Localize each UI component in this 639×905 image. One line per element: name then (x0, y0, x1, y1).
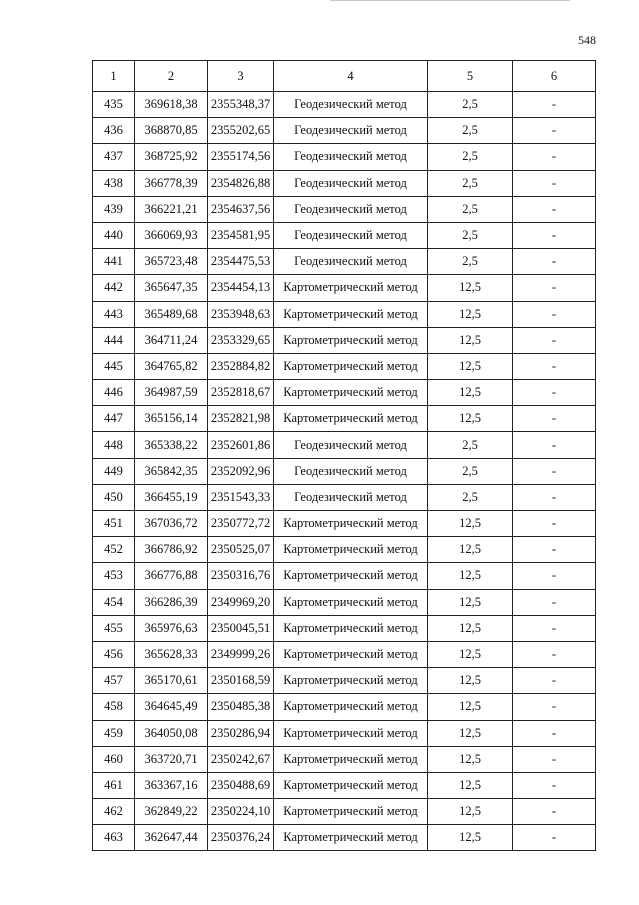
point-number-cell: 451 (93, 511, 135, 537)
x-coordinate-cell: 364987,59 (135, 380, 208, 406)
note-cell: - (513, 118, 596, 144)
point-number-cell: 455 (93, 615, 135, 641)
table-row (93, 406, 596, 432)
note-cell: - (513, 772, 596, 798)
method-cell: Картометрический метод (274, 563, 428, 589)
point-number-cell: 454 (93, 589, 135, 615)
accuracy-cell: 12,5 (428, 746, 513, 772)
method-cell: Картометрический метод (274, 799, 428, 825)
accuracy-cell: 12,5 (428, 641, 513, 667)
table-row (93, 275, 596, 301)
note-cell: - (513, 406, 596, 432)
point-number-cell: 463 (93, 825, 135, 851)
method-cell: Картометрический метод (274, 694, 428, 720)
method-cell: Геодезический метод (274, 92, 428, 118)
note-cell: - (513, 563, 596, 589)
point-number-cell: 450 (93, 484, 135, 510)
note-cell: - (513, 825, 596, 851)
note-cell: - (513, 432, 596, 458)
point-number-cell: 439 (93, 196, 135, 222)
accuracy-cell: 12,5 (428, 406, 513, 432)
x-coordinate-cell: 366786,92 (135, 537, 208, 563)
accuracy-cell: 12,5 (428, 327, 513, 353)
table-row (93, 511, 596, 537)
method-cell: Картометрический метод (274, 772, 428, 798)
y-coordinate-cell: 2354826,88 (208, 170, 274, 196)
point-number-cell: 462 (93, 799, 135, 825)
accuracy-cell: 12,5 (428, 668, 513, 694)
x-coordinate-cell: 362647,44 (135, 825, 208, 851)
note-cell: - (513, 799, 596, 825)
y-coordinate-cell: 2350045,51 (208, 615, 274, 641)
table-row (93, 720, 596, 746)
y-coordinate-cell: 2351543,33 (208, 484, 274, 510)
method-cell: Картометрический метод (274, 327, 428, 353)
note-cell: - (513, 353, 596, 379)
point-number-cell: 452 (93, 537, 135, 563)
note-cell: - (513, 720, 596, 746)
x-coordinate-cell: 364645,49 (135, 694, 208, 720)
accuracy-cell: 12,5 (428, 720, 513, 746)
note-cell: - (513, 275, 596, 301)
point-number-cell: 442 (93, 275, 135, 301)
method-cell: Геодезический метод (274, 458, 428, 484)
x-coordinate-cell: 363367,16 (135, 772, 208, 798)
x-coordinate-cell: 366778,39 (135, 170, 208, 196)
note-cell: - (513, 222, 596, 248)
y-coordinate-cell: 2352818,67 (208, 380, 274, 406)
method-cell: Геодезический метод (274, 144, 428, 170)
table-row (93, 432, 596, 458)
method-cell: Геодезический метод (274, 432, 428, 458)
point-number-cell: 440 (93, 222, 135, 248)
y-coordinate-cell: 2354475,53 (208, 249, 274, 275)
x-coordinate-cell: 365156,14 (135, 406, 208, 432)
x-coordinate-cell: 369618,38 (135, 92, 208, 118)
point-number-cell: 461 (93, 772, 135, 798)
method-cell: Геодезический метод (274, 484, 428, 510)
method-cell: Геодезический метод (274, 118, 428, 144)
method-cell: Картометрический метод (274, 720, 428, 746)
y-coordinate-cell: 2350376,24 (208, 825, 274, 851)
y-coordinate-cell: 2350224,10 (208, 799, 274, 825)
accuracy-cell: 12,5 (428, 380, 513, 406)
accuracy-cell: 12,5 (428, 511, 513, 537)
x-coordinate-cell: 365976,63 (135, 615, 208, 641)
note-cell: - (513, 170, 596, 196)
method-cell: Картометрический метод (274, 511, 428, 537)
note-cell: - (513, 144, 596, 170)
table-row (93, 353, 596, 379)
note-cell: - (513, 668, 596, 694)
y-coordinate-cell: 2349999,26 (208, 641, 274, 667)
accuracy-cell: 2,5 (428, 249, 513, 275)
table-header-row (93, 61, 596, 92)
point-number-cell: 445 (93, 353, 135, 379)
x-coordinate-cell: 365170,61 (135, 668, 208, 694)
table-row (93, 144, 596, 170)
table-row (93, 196, 596, 222)
table-row (93, 563, 596, 589)
y-coordinate-cell: 2353948,63 (208, 301, 274, 327)
accuracy-cell: 2,5 (428, 484, 513, 510)
table-row (93, 301, 596, 327)
x-coordinate-cell: 365842,35 (135, 458, 208, 484)
table-row (93, 799, 596, 825)
x-coordinate-cell: 368725,92 (135, 144, 208, 170)
table-row (93, 641, 596, 667)
column-header-2: 2 (135, 61, 208, 92)
accuracy-cell: 2,5 (428, 118, 513, 144)
note-cell: - (513, 301, 596, 327)
table-row (93, 249, 596, 275)
method-cell: Геодезический метод (274, 222, 428, 248)
x-coordinate-cell: 365489,68 (135, 301, 208, 327)
table-row (93, 825, 596, 851)
point-number-cell: 435 (93, 92, 135, 118)
accuracy-cell: 2,5 (428, 458, 513, 484)
point-number-cell: 437 (93, 144, 135, 170)
point-number-cell: 453 (93, 563, 135, 589)
accuracy-cell: 2,5 (428, 92, 513, 118)
note-cell: - (513, 380, 596, 406)
accuracy-cell: 12,5 (428, 799, 513, 825)
y-coordinate-cell: 2350168,59 (208, 668, 274, 694)
accuracy-cell: 12,5 (428, 615, 513, 641)
note-cell: - (513, 641, 596, 667)
method-cell: Картометрический метод (274, 275, 428, 301)
table-row (93, 92, 596, 118)
point-number-cell: 436 (93, 118, 135, 144)
method-cell: Картометрический метод (274, 406, 428, 432)
table-row (93, 668, 596, 694)
table-row (93, 484, 596, 510)
y-coordinate-cell: 2350525,07 (208, 537, 274, 563)
y-coordinate-cell: 2352821,98 (208, 406, 274, 432)
method-cell: Картометрический метод (274, 825, 428, 851)
note-cell: - (513, 249, 596, 275)
y-coordinate-cell: 2355202,65 (208, 118, 274, 144)
accuracy-cell: 12,5 (428, 301, 513, 327)
method-cell: Геодезический метод (274, 170, 428, 196)
y-coordinate-cell: 2350242,67 (208, 746, 274, 772)
note-cell: - (513, 92, 596, 118)
y-coordinate-cell: 2353329,65 (208, 327, 274, 353)
point-number-cell: 459 (93, 720, 135, 746)
table-row (93, 537, 596, 563)
table-row (93, 222, 596, 248)
note-cell: - (513, 484, 596, 510)
y-coordinate-cell: 2354637,56 (208, 196, 274, 222)
x-coordinate-cell: 366069,93 (135, 222, 208, 248)
table-row (93, 380, 596, 406)
method-cell: Геодезический метод (274, 249, 428, 275)
accuracy-cell: 12,5 (428, 275, 513, 301)
y-coordinate-cell: 2354581,95 (208, 222, 274, 248)
method-cell: Картометрический метод (274, 589, 428, 615)
y-coordinate-cell: 2352092,96 (208, 458, 274, 484)
method-cell: Картометрический метод (274, 615, 428, 641)
point-number-cell: 460 (93, 746, 135, 772)
point-number-cell: 458 (93, 694, 135, 720)
accuracy-cell: 12,5 (428, 825, 513, 851)
table-row (93, 694, 596, 720)
accuracy-cell: 12,5 (428, 537, 513, 563)
note-cell: - (513, 537, 596, 563)
table-row (93, 327, 596, 353)
coordinates-table (92, 60, 596, 851)
point-number-cell: 456 (93, 641, 135, 667)
method-cell: Картометрический метод (274, 641, 428, 667)
y-coordinate-cell: 2355348,37 (208, 92, 274, 118)
method-cell: Картометрический метод (274, 353, 428, 379)
x-coordinate-cell: 368870,85 (135, 118, 208, 144)
x-coordinate-cell: 363720,71 (135, 746, 208, 772)
point-number-cell: 443 (93, 301, 135, 327)
table-body (93, 92, 596, 851)
scan-edge-line (330, 0, 570, 1)
method-cell: Картометрический метод (274, 301, 428, 327)
method-cell: Геодезический метод (274, 196, 428, 222)
x-coordinate-cell: 365338,22 (135, 432, 208, 458)
note-cell: - (513, 511, 596, 537)
point-number-cell: 447 (93, 406, 135, 432)
x-coordinate-cell: 366221,21 (135, 196, 208, 222)
y-coordinate-cell: 2352884,82 (208, 353, 274, 379)
y-coordinate-cell: 2355174,56 (208, 144, 274, 170)
method-cell: Картометрический метод (274, 380, 428, 406)
note-cell: - (513, 694, 596, 720)
note-cell: - (513, 615, 596, 641)
table-row (93, 118, 596, 144)
note-cell: - (513, 196, 596, 222)
y-coordinate-cell: 2350772,72 (208, 511, 274, 537)
point-number-cell: 457 (93, 668, 135, 694)
y-coordinate-cell: 2349969,20 (208, 589, 274, 615)
table-row (93, 589, 596, 615)
point-number-cell: 448 (93, 432, 135, 458)
accuracy-cell: 12,5 (428, 772, 513, 798)
table-row (93, 458, 596, 484)
page-number: 548 (578, 33, 596, 47)
point-number-cell: 444 (93, 327, 135, 353)
column-header-4: 4 (274, 61, 428, 92)
x-coordinate-cell: 366776,88 (135, 563, 208, 589)
y-coordinate-cell: 2350286,94 (208, 720, 274, 746)
point-number-cell: 449 (93, 458, 135, 484)
accuracy-cell: 12,5 (428, 694, 513, 720)
accuracy-cell: 2,5 (428, 170, 513, 196)
column-header-6: 6 (513, 61, 596, 92)
y-coordinate-cell: 2350485,38 (208, 694, 274, 720)
table-row (93, 772, 596, 798)
table-row (93, 746, 596, 772)
note-cell: - (513, 746, 596, 772)
accuracy-cell: 12,5 (428, 353, 513, 379)
accuracy-cell: 12,5 (428, 589, 513, 615)
y-coordinate-cell: 2352601,86 (208, 432, 274, 458)
note-cell: - (513, 458, 596, 484)
y-coordinate-cell: 2350316,76 (208, 563, 274, 589)
note-cell: - (513, 327, 596, 353)
point-number-cell: 441 (93, 249, 135, 275)
method-cell: Картометрический метод (274, 537, 428, 563)
x-coordinate-cell: 362849,22 (135, 799, 208, 825)
x-coordinate-cell: 366286,39 (135, 589, 208, 615)
accuracy-cell: 2,5 (428, 196, 513, 222)
accuracy-cell: 2,5 (428, 222, 513, 248)
method-cell: Картометрический метод (274, 746, 428, 772)
column-header-5: 5 (428, 61, 513, 92)
x-coordinate-cell: 364050,08 (135, 720, 208, 746)
accuracy-cell: 2,5 (428, 432, 513, 458)
x-coordinate-cell: 365647,35 (135, 275, 208, 301)
accuracy-cell: 2,5 (428, 144, 513, 170)
x-coordinate-cell: 364765,82 (135, 353, 208, 379)
column-header-3: 3 (208, 61, 274, 92)
x-coordinate-cell: 367036,72 (135, 511, 208, 537)
column-header-1: 1 (93, 61, 135, 92)
method-cell: Картометрический метод (274, 668, 428, 694)
accuracy-cell: 12,5 (428, 563, 513, 589)
x-coordinate-cell: 365628,33 (135, 641, 208, 667)
y-coordinate-cell: 2354454,13 (208, 275, 274, 301)
x-coordinate-cell: 365723,48 (135, 249, 208, 275)
table-row (93, 170, 596, 196)
note-cell: - (513, 589, 596, 615)
point-number-cell: 446 (93, 380, 135, 406)
x-coordinate-cell: 364711,24 (135, 327, 208, 353)
x-coordinate-cell: 366455,19 (135, 484, 208, 510)
point-number-cell: 438 (93, 170, 135, 196)
table-row (93, 615, 596, 641)
y-coordinate-cell: 2350488,69 (208, 772, 274, 798)
